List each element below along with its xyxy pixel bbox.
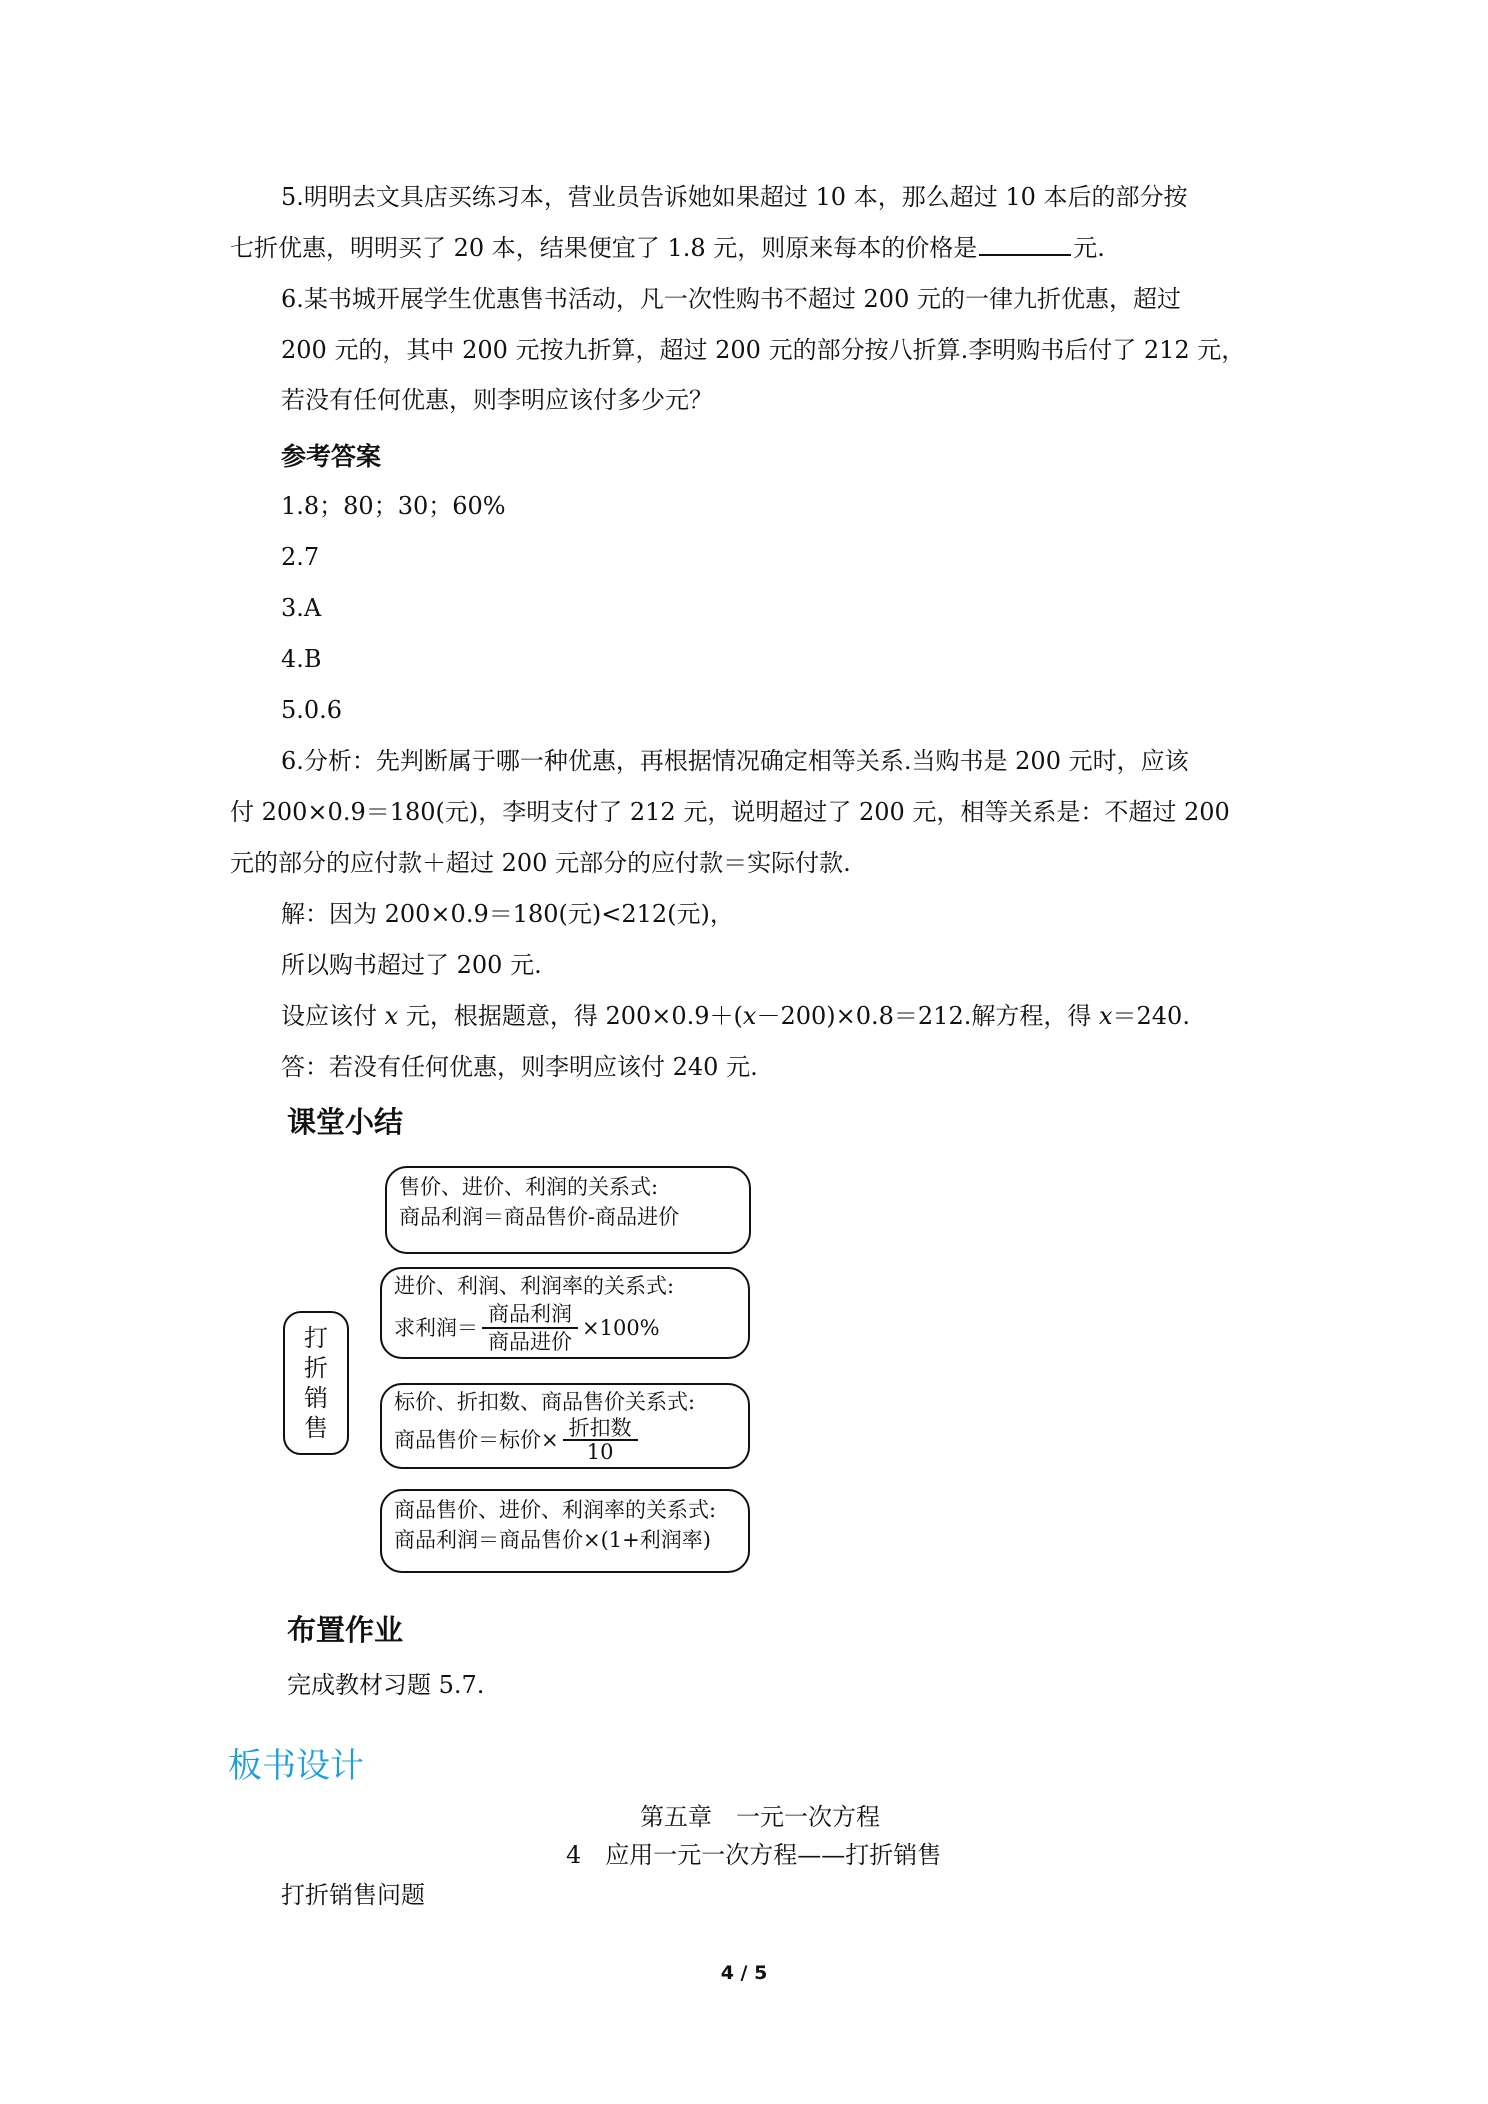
box-3-formula: [394, 1417, 736, 1463]
problem-5-text: 七折优惠，明明买了 20 本，结果便宜了 1.8 元，则原来每本的价格是: [230, 234, 978, 262]
solution-text: 元，根据题意，得 200×0.9＋(: [398, 1002, 743, 1030]
box-3-prefix: 商品售价＝标价: [394, 1428, 541, 1452]
box-4-title: 商品售价、进价、利润率的关系式:: [394, 1498, 717, 1522]
board-chapter: 第五章 一元一次方程: [640, 1803, 880, 1831]
answer-1: 1.8；80；30；60%: [281, 492, 506, 520]
answer-6-line-1: 6.分析：先判断属于哪一种优惠，再根据情况确定相等关系.当购书是 200 元时，应该: [281, 747, 1189, 775]
problem-6-line-3: 若没有任何优惠，则李明应该付多少元？: [281, 386, 713, 414]
variable-x: x: [1098, 1002, 1113, 1030]
box-2-prefix: 求利润＝: [394, 1316, 478, 1340]
solution-text: －200)×0.8＝212.解方程，得: [756, 1002, 1099, 1030]
summary-vertical-label: [283, 1311, 349, 1455]
summary-box-2: [380, 1267, 750, 1359]
summary-heading: 课堂小结: [287, 1105, 404, 1139]
label-char: 打: [304, 1324, 328, 1352]
problem-6-line-2: 200 元的，其中 200 元按九折算，超过 200 元的部分按八折算.李明购书后付了 212 元，: [281, 336, 1246, 364]
fraction-denominator: 10: [586, 1440, 614, 1464]
label-char: 销: [304, 1384, 328, 1412]
homework-heading: 布置作业: [287, 1613, 404, 1647]
box-2-title: 进价、利润、利润率的关系式:: [394, 1274, 675, 1298]
box-4-formula: 商品利润＝商品售价×(1+利润率): [394, 1528, 711, 1552]
solution-text: 设应该付: [281, 1002, 385, 1030]
variable-x: x: [742, 1002, 757, 1030]
answer-blank: [979, 230, 1071, 256]
variable-x: x: [384, 1002, 399, 1030]
solution-text: ＝240.: [1112, 1002, 1190, 1030]
page-number: 4 / 5: [720, 1962, 768, 1984]
problem-6-line-1: 6.某书城开展学生优惠售书活动，凡一次性购书不超过 200 元的一律九折优惠，超过: [281, 285, 1181, 313]
box-1-formula: 商品利润＝商品售价-商品进价: [399, 1205, 680, 1229]
fraction-numerator: 折扣数: [563, 1417, 638, 1441]
label-char: 折: [304, 1354, 328, 1382]
answer-4: 4.B: [281, 645, 322, 673]
solution-line-3: [281, 999, 1190, 1033]
problem-5-line-2: [230, 230, 1105, 265]
problem-5-unit: 元.: [1073, 234, 1105, 262]
summary-box-3: [380, 1383, 750, 1469]
answer-5: 5.0.6: [281, 696, 343, 724]
board-section: 4 应用一元一次方程——打折销售: [566, 1841, 942, 1869]
box-1-title: 售价、进价、利润的关系式:: [399, 1175, 659, 1199]
profit-fraction: [482, 1301, 578, 1355]
label-char: 售: [304, 1414, 328, 1442]
fraction-numerator: 商品利润: [482, 1301, 578, 1329]
answer-3: 3.A: [281, 594, 322, 622]
solution-line-1: 解：因为 200×0.9＝180(元)<212(元)，: [281, 900, 734, 928]
answer-6-line-3: 元的部分的应付款＋超过 200 元部分的应付款＝实际付款.: [230, 849, 851, 877]
summary-box-4: [380, 1489, 750, 1573]
problem-5-line-1: 5.明明去文具店买练习本，营业员告诉她如果超过 10 本，那么超过 10 本后的部分按: [281, 183, 1188, 211]
fraction-denominator: 商品进价: [488, 1330, 572, 1354]
answer-6-line-2: 付 200×0.9＝180(元)，李明支付了 212 元，说明超过了 200 元，相等关系是：不超过 200: [230, 798, 1230, 826]
discount-fraction: [563, 1417, 638, 1463]
solution-line-4: 答：若没有任何优惠，则李明应该付 240 元.: [281, 1053, 758, 1081]
homework-text: 完成教材习题 5.7.: [287, 1671, 485, 1699]
box-2-formula: [394, 1301, 736, 1355]
answers-heading: 参考答案: [281, 442, 382, 471]
board-topic: 打折销售问题: [281, 1881, 425, 1909]
board-design-heading: 板书设计: [228, 1746, 364, 1786]
box-3-title: 标价、折扣数、商品售价关系式:: [394, 1390, 696, 1414]
box-2-suffix: ×100%: [582, 1316, 660, 1340]
answer-2: 2.7: [281, 543, 320, 571]
summary-box-1: [385, 1166, 751, 1254]
solution-line-2: 所以购书超过了 200 元.: [281, 951, 542, 979]
times-sign: ×: [541, 1428, 559, 1452]
